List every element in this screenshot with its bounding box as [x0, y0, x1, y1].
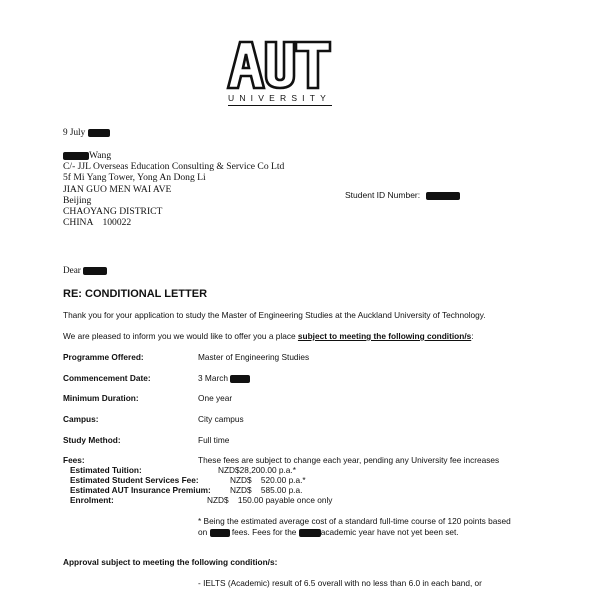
fee-value: NZD$ 520.00 p.a.*	[230, 475, 306, 485]
logo-subtitle: UNIVERSITY	[228, 93, 332, 103]
fee-label: Estimated Student Services Fee:	[70, 475, 199, 485]
detail-label: Commencement Date:	[63, 373, 151, 383]
salutation-text: Dear	[63, 265, 81, 275]
address-line: C/- JJL Overseas Education Consulting & Service Co Ltd	[63, 161, 285, 173]
redaction-bar	[88, 129, 110, 137]
fees-note: These fees are subject to change each year, pending any University fee increases	[198, 455, 500, 465]
fee-label: Estimated AUT Insurance Premium:	[70, 485, 211, 495]
fee-value: NZD$ 150.00 payable once only	[207, 495, 333, 505]
footnote-text: on	[198, 527, 208, 537]
detail-value	[198, 373, 250, 383]
address-line: CHAOYANG DISTRICT	[63, 206, 163, 218]
fee-value: NZD$28,200.00 p.a.*	[218, 465, 296, 475]
detail-value: Master of Engineering Studies	[198, 352, 310, 362]
offer-paragraph	[63, 331, 474, 341]
detail-value: One year	[198, 393, 233, 403]
logo-underline	[228, 105, 332, 106]
recipient-surname: Wang	[89, 150, 112, 161]
detail-label: Programme Offered:	[63, 352, 144, 362]
fee-footnote-line	[198, 527, 459, 537]
address-line: Beijing	[63, 194, 92, 206]
fees-label: Fees:	[63, 455, 85, 465]
fee-label: Enrolment:	[70, 495, 114, 505]
salutation	[63, 265, 107, 275]
redaction-bar	[299, 529, 321, 537]
approval-heading: Approval subject to meeting the following condition/s:	[63, 557, 278, 567]
recipient-name	[63, 150, 284, 161]
condition-item: - IELTS (Academic) result of 6.5 overall with no less than 6.0 in each band, or	[198, 578, 482, 588]
aut-university-logo	[226, 40, 336, 110]
recipient-address	[63, 150, 284, 228]
detail-label: Study Method:	[63, 435, 121, 445]
address-line: JIAN GUO MEN WAI AVE	[63, 183, 172, 195]
detail-value: City campus	[198, 414, 244, 424]
offer-suffix: :	[471, 331, 474, 341]
student-id-label: Student ID Number:	[345, 190, 421, 200]
intro-paragraph: Thank you for your application to study the Master of Engineering Studies at the Auckland University of Technology.	[63, 310, 486, 320]
redaction-bar	[83, 267, 107, 275]
redaction-bar	[210, 529, 230, 537]
redaction-bar	[63, 152, 89, 160]
address-line: CHINA 100022	[63, 217, 132, 229]
letter-heading: RE: CONDITIONAL LETTER	[63, 288, 208, 300]
offer-text: We are pleased to inform you we would like to offer you a place	[63, 331, 296, 341]
detail-value: Full time	[198, 435, 230, 445]
student-id	[345, 190, 460, 200]
fee-label: Estimated Tuition:	[70, 465, 142, 475]
date-text: 9 July	[63, 127, 86, 137]
commencement-date-text: 3 March	[198, 373, 228, 383]
footnote-text: fees. Fees for the	[231, 527, 297, 537]
address-line: 5f Mi Yang Tower, Yong An Dong Li	[63, 172, 206, 184]
footnote-text: academic year have not yet been set.	[320, 527, 459, 537]
letter-date	[63, 127, 110, 137]
fee-footnote-line: * Being the estimated average cost of a standard full-time course of 120 points based	[198, 516, 511, 526]
fee-value: NZD$ 585.00 p.a.	[230, 485, 303, 495]
detail-label: Minimum Duration:	[63, 393, 139, 403]
offer-condition-emphasis: subject to meeting the following condition/s	[297, 331, 472, 341]
detail-label: Campus:	[63, 414, 99, 424]
redaction-bar	[230, 375, 250, 383]
redaction-bar	[426, 192, 460, 200]
